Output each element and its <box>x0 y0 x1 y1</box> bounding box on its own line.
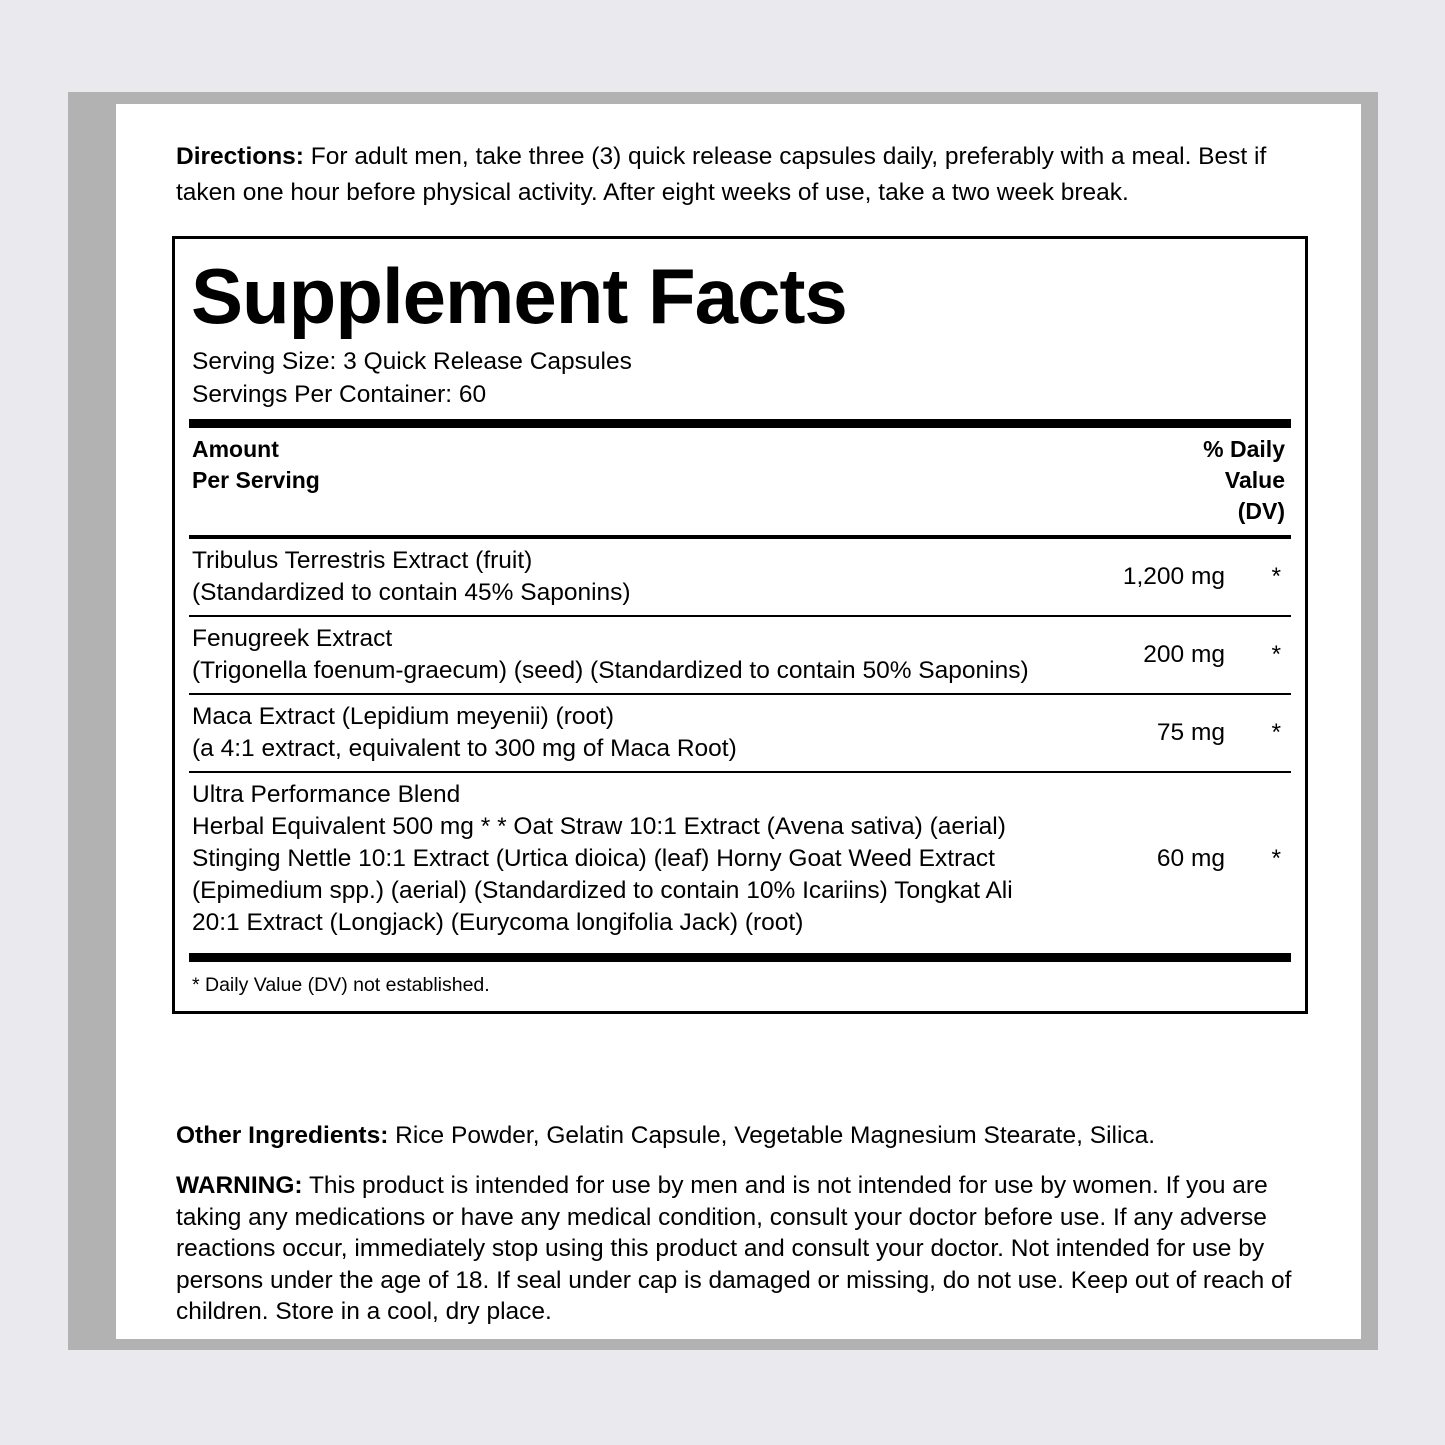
table-header-row <box>189 428 1291 535</box>
divider-thick-top <box>189 419 1291 428</box>
header-dv-line3: (DV) <box>1237 498 1285 524</box>
header-amount-line1: Amount <box>192 436 279 462</box>
ingredient-name <box>192 701 1075 765</box>
ingredient-name <box>192 779 1075 939</box>
table-row <box>189 617 1291 693</box>
ingredient-name <box>192 545 1075 609</box>
directions-paragraph <box>176 139 1300 211</box>
warning-label: WARNING: <box>176 1172 303 1199</box>
ingredient-daily-value: * <box>1271 563 1281 590</box>
servings-per-container-text: Servings Per Container: 60 <box>192 381 487 408</box>
directions-label: Directions: <box>176 143 304 170</box>
ingredient-amount: 200 mg <box>1143 641 1225 668</box>
ingredient-daily-value: * <box>1271 845 1281 872</box>
ingredient-amount: 60 mg <box>1156 845 1225 872</box>
ingredient-name-line: (a 4:1 extract, equivalent to 300 mg of Maca Root) <box>192 735 737 762</box>
ingredient-name-line: Herbal Equivalent 500 mg * * Oat Straw 10:1 Extract (Avena sativa) (aerial) <box>192 813 1006 840</box>
table-row <box>189 539 1291 615</box>
ingredient-name-line: Fenugreek Extract <box>192 625 393 652</box>
daily-value-footnote: * Daily Value (DV) not established. <box>192 974 490 996</box>
supplement-facts-box <box>172 236 1308 1014</box>
table-row <box>189 695 1291 771</box>
header-amount-per-serving <box>192 434 1095 496</box>
header-daily-value <box>1095 434 1291 527</box>
table-row <box>189 773 1291 945</box>
ingredient-name-line: (Epimedium spp.) (aerial) (Standardized to contain 10% Icariins) Tongkat Ali <box>192 877 1013 904</box>
other-ingredients-label: Other Ingredients: <box>176 1122 389 1149</box>
divider-thick-bottom <box>189 953 1291 962</box>
label-outer-frame <box>68 92 1378 1350</box>
ingredient-daily-value: * <box>1271 719 1281 746</box>
header-amount-line2: Per Serving <box>192 467 320 493</box>
ingredient-name <box>192 623 1075 687</box>
ingredient-amount: 1,200 mg <box>1122 563 1225 590</box>
label-white-panel <box>116 104 1361 1339</box>
supplement-facts-title: Supplement Facts <box>191 252 847 340</box>
ingredient-daily-value: * <box>1271 641 1281 668</box>
warning-text: This product is intended for use by men and is not intended for use by women. If you are taking any medications or have any medical condition, consult your doctor before use. If any adverse reactions occur, immediately stop using this product and consult your doctor. Not intended for use by persons under the age of 18. If seal under cap is damaged or missing, do not use. Keep out of reach of children. Store in a cool, dry place. <box>176 1172 1292 1325</box>
ingredient-name-line: Maca Extract (Lepidium meyenii) (root) <box>192 703 615 730</box>
header-dv-line2: Value <box>1224 467 1285 493</box>
ingredient-amount: 75 mg <box>1156 719 1225 746</box>
ingredient-name-line: Tribulus Terrestris Extract (fruit) <box>192 547 533 574</box>
other-ingredients-text: Rice Powder, Gelatin Capsule, Vegetable Magnesium Stearate, Silica. <box>388 1122 1156 1149</box>
ingredient-name-line: (Standardized to contain 45% Saponins) <box>192 579 631 606</box>
ingredient-name-line: Stinging Nettle 10:1 Extract (Urtica dioica) (leaf) Horny Goat Weed Extract <box>192 845 995 872</box>
other-ingredients-paragraph <box>176 1119 1306 1153</box>
ingredient-name-line: 20:1 Extract (Longjack) (Eurycoma longifolia Jack) (root) <box>192 909 804 936</box>
directions-text: For adult men, take three (3) quick release capsules daily, preferably with a meal. Best if taken one hour before physical activity. After eight weeks of use, take a two week break. <box>176 143 1267 206</box>
warning-paragraph <box>176 1170 1306 1328</box>
header-dv-line1: % Daily <box>1203 436 1285 462</box>
ingredient-name-line: (Trigonella foenum-graecum) (seed) (Standardized to contain 50% Saponins) <box>192 657 1029 684</box>
serving-size-text: Serving Size: 3 Quick Release Capsules <box>192 348 632 375</box>
ingredient-name-line: Ultra Performance Blend <box>192 781 461 808</box>
